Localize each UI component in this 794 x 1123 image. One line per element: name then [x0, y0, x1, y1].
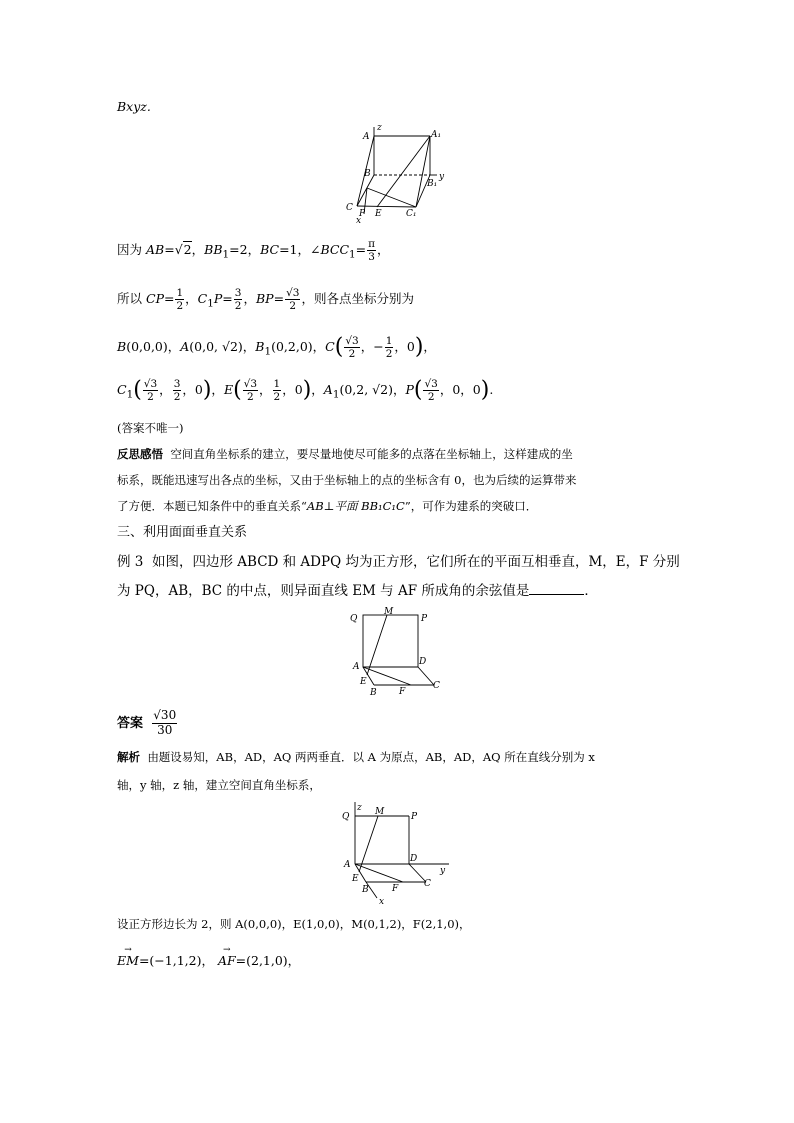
- fig3-label: F: [392, 884, 399, 894]
- fig1-label: E: [375, 209, 382, 219]
- fig1-label: B₁: [427, 179, 438, 189]
- reflection-line-3: 了方便．本题已知条件中的垂直关系“AB⊥平面 BB₁C₁C”，可作为建系的突破口．: [117, 499, 538, 513]
- fig3-label: D: [410, 854, 418, 864]
- fig2-label: D: [419, 657, 427, 667]
- squares-figure: [345, 606, 445, 698]
- analysis-line-2: 轴，y 轴，z 轴，建立空间直角坐标系，: [117, 778, 321, 792]
- fig3-label: Q: [342, 812, 350, 822]
- coordinate-figure: [335, 800, 460, 908]
- fig3-label: C: [424, 879, 431, 889]
- section-heading: 三、利用面面垂直关系: [117, 525, 248, 540]
- fig2-label: B: [370, 688, 377, 698]
- analysis-line-1: 解析 由题设易知，AB，AD，AQ 两两垂直．以 A 为原点，AB，AD，AQ 所在直线分别为 x: [117, 750, 595, 764]
- fig3-label: M: [375, 807, 385, 817]
- example-3-line-2: 为 PQ，AB，BC 的中点，则异面直线 EM 与 AF 所成角的余弦值是 ．: [117, 583, 598, 599]
- prism-figure: [335, 122, 465, 226]
- fig3-label: B: [362, 885, 369, 895]
- coords-line-1: B(0,0,0)，A(0,0, √2)，$B_1(0,2,0)$，C( $\frac{√3}{2}$ ，− $\frac{1}{2}$ ，0)，: [117, 334, 436, 361]
- fig1-label: A₁: [431, 130, 442, 140]
- fig2-label: M: [384, 607, 394, 617]
- example-3-line-1: 例 3 如图，四边形 ABCD 和 ADPQ 均为正方形，它们所在的平面互相垂直，M，E，F 分别: [117, 554, 680, 570]
- reflection-line-1: 反思感悟 空间直角坐标系的建立，要尽量地使尽可能多的点落在坐标轴上，这样建成的坐: [117, 447, 573, 461]
- fig1-label: x: [356, 216, 362, 226]
- fig2-label: P: [421, 614, 428, 624]
- fig2-label: F: [399, 687, 406, 697]
- coords-line-2: $C_1$( $\frac{√3}{2}$ ， $\frac{3}{2}$ ，0)，E( $\frac{√3}{2}$ ， $\frac{1}{2}$ ，0)，$A_1(0,2$, √2)，P( $\frac{√3}{2}$ ，0，0).: [117, 377, 494, 404]
- fig1-label: C: [346, 203, 353, 213]
- note-text: (答案不唯一): [117, 421, 184, 435]
- so-line: 所以 CP= $\frac{1}{2}$ ，$C_1P=$ $\frac{3}{2}$ ，BP= $\frac{√3}{2}$ ，则各点坐标分别为: [117, 287, 414, 313]
- fig3-label: A: [344, 860, 351, 870]
- fig1-label: B: [364, 169, 371, 179]
- fig3-label: x: [379, 897, 385, 907]
- fig2-label: E: [360, 677, 367, 687]
- fig2-label: A: [353, 662, 360, 672]
- fig1-label: A: [363, 132, 370, 142]
- fig3-label: P: [411, 812, 418, 822]
- answer-blank: [529, 583, 584, 595]
- fig1-label: P: [359, 209, 366, 219]
- fig1-label: z: [377, 123, 382, 133]
- reflection-line-2: 标系，既能迅速写出各点的坐标，又由于坐标轴上的点的坐标含有 0，也为后续的运算带来: [117, 473, 577, 487]
- final-line-2: → EM=(−1,1,2)， → AF=(2,1,0)，: [117, 955, 300, 968]
- fig2-label: C: [433, 681, 440, 691]
- fig3-label: z: [357, 803, 362, 813]
- fig2-label: Q: [350, 614, 358, 624]
- fig3-label: E: [352, 874, 359, 884]
- final-line-1: 设正方形边长为 2，则 A(0,0,0)，E(1,0,0)，M(0,1,2)，F(2,1,0)，: [117, 917, 471, 931]
- fig1-label: C₁: [406, 209, 417, 219]
- because-line: 因为 AB=√2，$BB_1=2$，BC=1，$\angle BCC_1=$ $\frac{\pi}{3}$ ，: [117, 238, 390, 264]
- fig3-label: y: [440, 866, 446, 876]
- answer-line: 答案 $\frac{√30}{30}$: [117, 708, 177, 737]
- fig1-label: y: [439, 172, 445, 182]
- intro-text: Bxyz.: [117, 99, 151, 114]
